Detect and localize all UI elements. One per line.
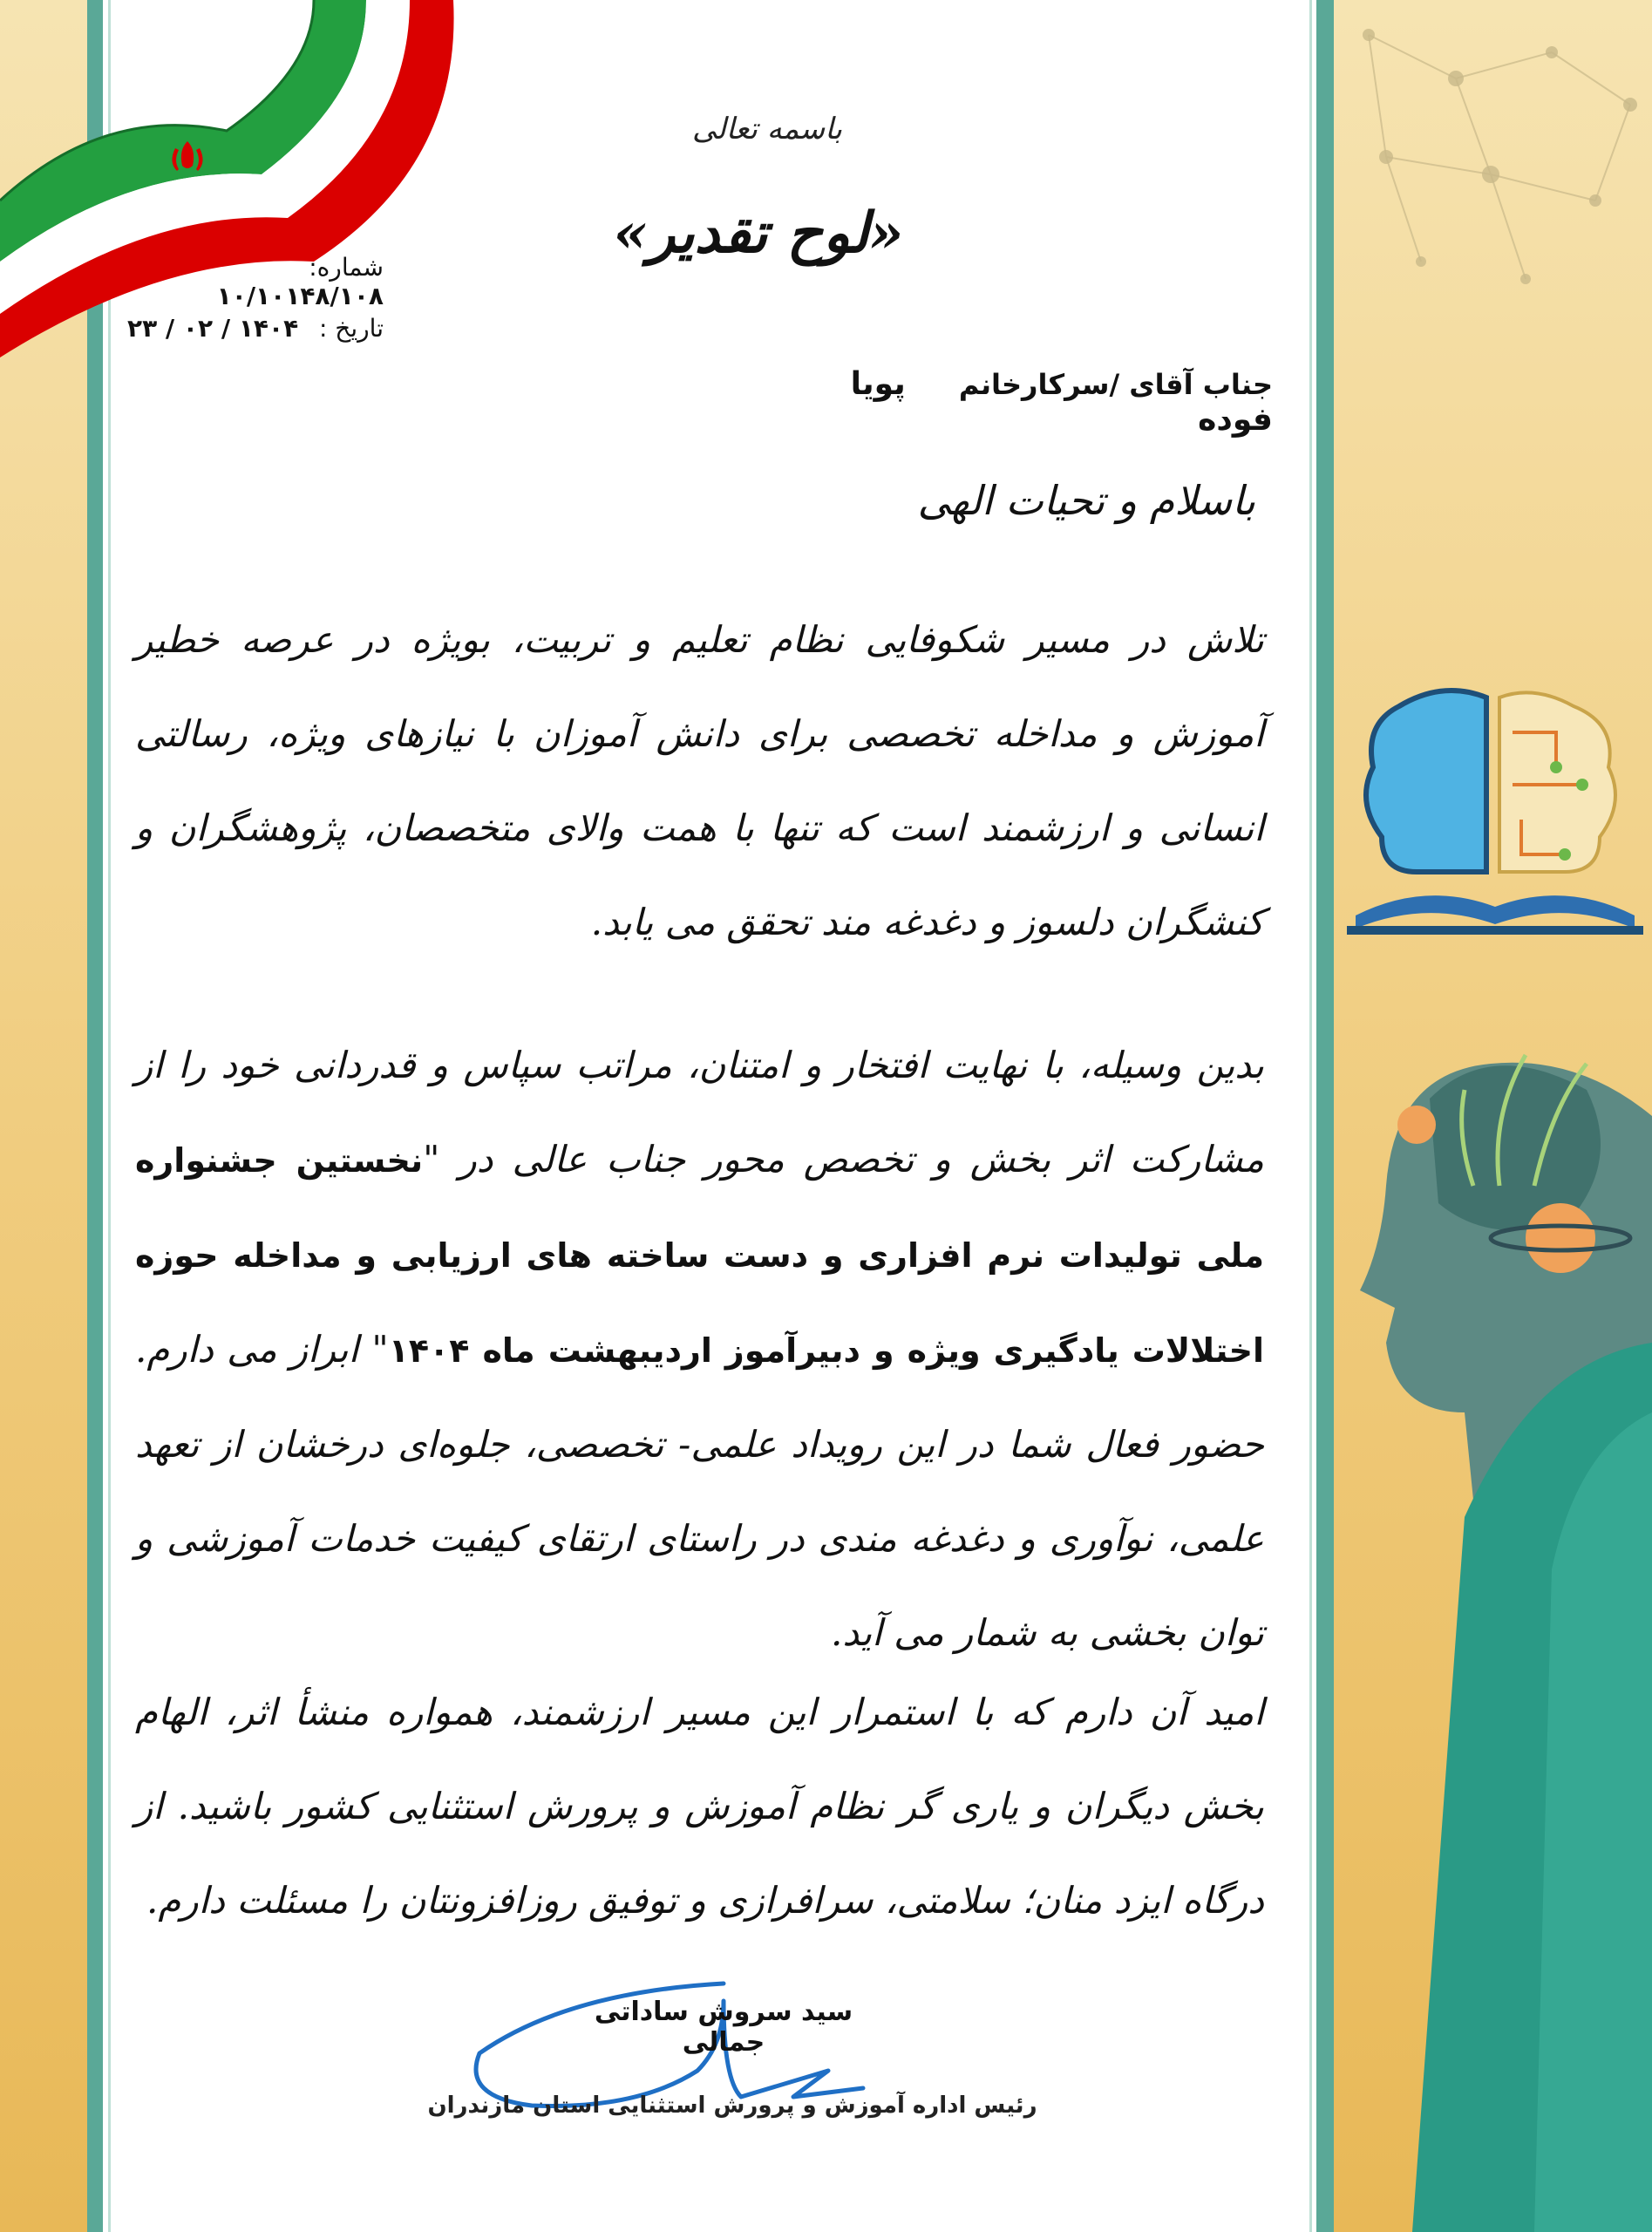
addressee-name: پویا فوده	[850, 366, 1273, 438]
signer-title: رئیس اداره آموزش و پرورش استثنایی استان مازندران	[427, 2092, 1037, 2119]
letter-date-value: ۱۴۰۴ / ۰۲ / ۲۳	[127, 314, 299, 343]
addressee-line	[785, 366, 1273, 438]
basmala-text: باسمه تعالی	[692, 112, 842, 146]
right-border-bar	[1316, 0, 1334, 2232]
greeting-text: باسلام و تحیات الهی	[917, 477, 1255, 524]
letter-number-value: ۱۰/۱۰۱۴۸/۱۰۸	[216, 282, 384, 310]
letter-number-label: شماره:	[309, 253, 384, 282]
body-paragraph-3: امید آن دارم که با استمرار این مسیر ارزشمند، همواره منشأ اثر، الهام بخش دیگران و یاری گر نظام آموزش و پرورش استثنایی کشور باشید. از درگاه ایزد منان؛ سلامتی، سرافرازی و توفیق روزافزونتان را مسئلت دارم.	[135, 1691, 1264, 1922]
certificate-title: «لوح تقدیر»	[613, 201, 904, 266]
festival-name: نخستین جشنواره ملی تولیدات نرم افزاری و دست ساخته های ارزیابی و مداخله حوزه اختلالات یادگیری ویژه و دبیرآموز اردیبهشت ماه ۱۴۰۴	[135, 1141, 1264, 1370]
network-dots-decoration	[1334, 0, 1652, 314]
iran-flag-ribbon-icon	[0, 0, 471, 366]
head-silhouette-decoration	[1360, 959, 1652, 2232]
signer-name: سید سروش ساداتی جمالی	[594, 1997, 853, 2058]
right-border-line	[1309, 0, 1312, 2232]
letter-date-row	[122, 314, 384, 343]
brain-on-book-icon	[1347, 671, 1643, 942]
body-paragraph-2	[135, 1018, 1264, 1680]
addressee-salutation: جناب آقای /سرکارخانم	[958, 368, 1273, 401]
paragraph-2-end: " ابراز می دارم. حضور فعال شما در این رویداد علمی- تخصصی، جلوه‌ای درخشان از تعهد علمی، نوآوری و دغدغه مندی در راستای ارتقای کیفیت خدمات آموزشی و توان بخشی به شمار می آید.	[135, 1328, 1264, 1654]
letter-date-label: تاریخ :	[318, 314, 384, 343]
letter-number-row	[122, 253, 384, 310]
paragraph-2-start: بدین وسیله، با نهایت افتخار و امتنان، مراتب سپاس و قدردانی خود را از مشارکت اثر بخش و تخصص محور جناب عالی در "	[135, 1044, 1264, 1181]
body-paragraph-1: تلاش در مسیر شکوفایی نظام تعلیم و تربیت، بویژه در عرصه خطیر آموزش و مداخله تخصصی برای دانش آموزان با نیازهای ویژه، رسالتی انسانی و ارزشمند است که تنها با همت والای متخصصان، پژوهشگران و کنشگران دلسوز و دغدغه مند تحقق می یابد.	[135, 618, 1264, 943]
